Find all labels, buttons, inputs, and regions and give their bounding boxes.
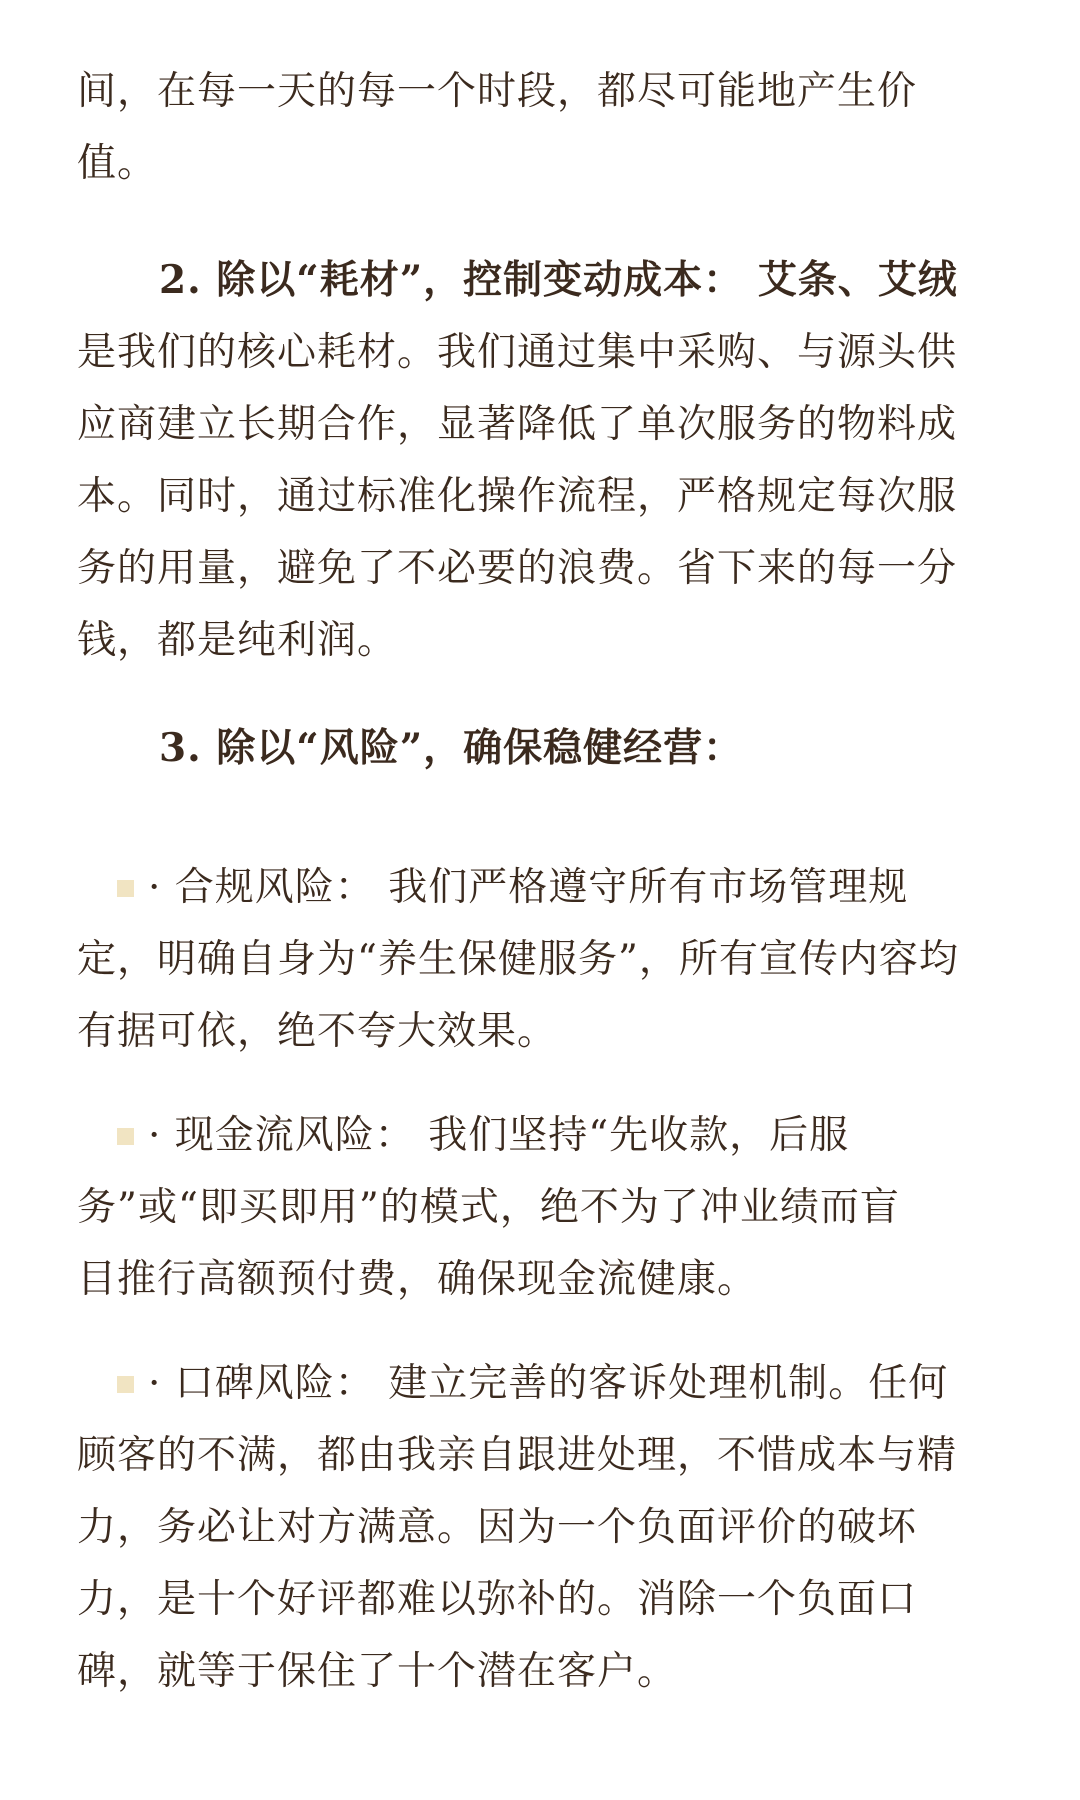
bullet-compliance-risk — [77, 852, 997, 1068]
bullet-text: · 合规风险： 我们严格遵守所有市场管理规 — [148, 865, 909, 910]
text-line: 碑，就等于保住了十个潜在客户。 — [77, 1649, 678, 1694]
bullet-square-icon — [117, 1128, 134, 1145]
text-line: 力，务必让对方满意。因为一个负面评价的破坏 — [77, 1505, 918, 1550]
paragraph-heading-line — [77, 712, 997, 785]
bullet-square-icon — [117, 1376, 134, 1393]
text-line: 本。同时，通过标准化操作流程，严格规定每次服 — [77, 474, 958, 519]
section-number: 2. — [159, 257, 202, 303]
paragraph-continuation — [77, 56, 997, 200]
text-line: 定，明确自身为“养生保健服务”，所有宣传内容均 — [77, 937, 959, 982]
paragraph-consumables — [77, 244, 997, 677]
bullet-first-line — [77, 1348, 997, 1420]
bullet-first-line — [77, 1100, 997, 1172]
bullet-text: · 现金流风险： 我们坚持“先收款，后服 — [148, 1113, 850, 1158]
section-heading-text: 除以“耗材”，控制变动成本： 艾条、艾绒 — [201, 257, 958, 303]
text-line: 间，在每一天的每一个时段，都尽可能地产生价 — [77, 69, 918, 114]
text-line: 目推行高额预付费，确保现金流健康。 — [77, 1257, 758, 1302]
bullet-reputation-risk — [77, 1348, 997, 1708]
paragraph-risk-heading — [77, 712, 997, 785]
text-line: 钱，都是纯利润。 — [77, 618, 398, 663]
paragraph-heading-line — [77, 244, 997, 317]
bullet-first-line — [77, 852, 997, 924]
text-line: 值。 — [77, 141, 158, 186]
bullet-square-icon — [117, 880, 134, 897]
section-heading-text: 除以“风险”，确保稳健经营： — [201, 725, 744, 771]
text-line: 是我们的核心耗材。我们通过集中采购、与源头供 — [77, 330, 958, 375]
bullet-cashflow-risk — [77, 1100, 997, 1316]
text-line: 有据可依，绝不夸大效果。 — [77, 1009, 558, 1054]
bullet-text: · 口碑风险： 建立完善的客诉处理机制。任何 — [148, 1361, 949, 1406]
text-line: 顾客的不满，都由我亲自跟进处理，不惜成本与精 — [77, 1433, 958, 1478]
text-line: 力，是十个好评都难以弥补的。消除一个负面口 — [77, 1577, 918, 1622]
section-number: 3. — [159, 725, 202, 771]
text-line: 务”或“即买即用”的模式，绝不为了冲业绩而盲 — [77, 1185, 900, 1230]
text-line: 应商建立长期合作，显著降低了单次服务的物料成 — [77, 402, 958, 447]
text-line: 务的用量，避免了不必要的浪费。省下来的每一分 — [77, 546, 958, 591]
